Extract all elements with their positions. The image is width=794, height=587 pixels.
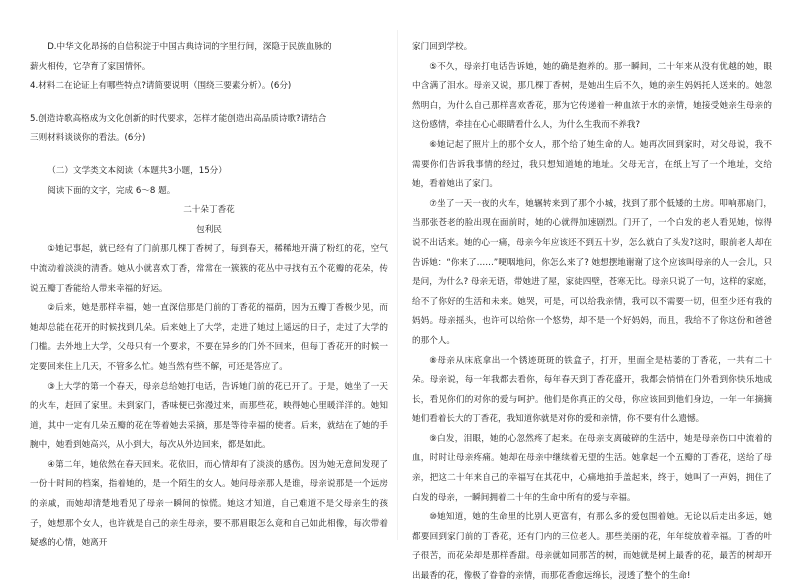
paragraph-4-continued: 家门回到学校。 xyxy=(412,42,473,52)
question-5-line2: 三则材料谈谈你的看法。(6分) xyxy=(30,133,146,144)
paragraph-1: ①她记事起，就已经有了门前那几棵丁香树了，每到春天，稀稀地开满了粉红的花，空气中流动着淡淡的清香。她从小就喜欢丁香，常常在一簇簇的花丛中寻找有五个花瓣的花朵，传说五瓣丁香能给人带来幸福的好运。 xyxy=(30,244,388,294)
paragraph-4: ④第二年，她依然在春天回来。花依旧，而心情却有了淡淡的感伤。因为她无意间发现了一份十时间的档案，指着她的，是一个陌生的女人。她问母亲那人是谁，母亲说那是一个远房的亲戚，而她却清楚地看见了母亲一瞬间的惊慌。她这才知道，自己难道不是父母亲生的孩子，她想那个女人，也许就是自己的亲生母亲，要不那眉眼怎么竟和自己如此相像，每次带着疑惑的心情，她离开 xyxy=(30,459,388,549)
question-5-line1: 5.创造诗歌高格成为文化创新的时代要求，怎样才能创造出高品质诗歌?请结合 xyxy=(30,113,327,124)
paragraph-3: ③上大学的第一个春天，母亲总给她打电话，告诉她门前的花已开了。于是，她坐了一天的火车，赶回了家里。未到家门，香味便已弥漫过来，而那些花，映得她心里暖洋洋的。她知道，其中一定有几朵五瓣的花在等着她去采摘，那是等待幸福的使者。后来，就结在了她的手腕中，她看到她高兴，从小到大，每次从外边回来，都是如此。 xyxy=(30,381,388,451)
paragraph-8: ⑧母亲从床底拿出一个锈迹斑斑的铁盒子，打开，里面全是枯萎的丁香花，一共有二十朵。母亲说，每一年我都去看你，每年春天到丁香花盛开，我都会悄悄在门外看到你快乐地成长，看见你们的对你的爱与呵护。他们是你真正的父母，你应该回到他们身边，一年一年摘摘她们看着长大的丁香花，我知道你就是对你的爱和亲情，你不要有什么遗憾。 xyxy=(412,355,772,425)
paragraph-2: ②后来，她是那样幸福，她一直深信那是门前的丁香花的福荫，因为五瓣丁香极少见，而她却总能在花开的时候找到几朵。后来她上了大学，走进了她过上遥远的日子，走过了大学的门槛。去外地上大学，父母只有一个要求，不要在异乡的门外不回来，但每丁香花开的时候一定要回来住上几天，不管多么忙。她当然有些不解，可还是答应了。 xyxy=(30,303,388,372)
story-title: 二十朵丁香花 xyxy=(183,205,235,216)
right-column xyxy=(412,38,772,587)
paragraph-6: ⑥她记起了照片上的那个女人，那个给了她生命的人。她再次回到家时，对父母说，我不需要你们告诉我事情的经过，我只想知道她的地址。父母无言，在纸上写了一个地址，交给她，看着她出了家门。 xyxy=(412,139,772,190)
section-header: （二）文学类文本阅读（本题共3小题，15分） xyxy=(47,165,227,176)
column-divider xyxy=(397,30,398,540)
option-d-line1: D.中华文化昂扬的自信积淀于中国古典诗词的字里行间，深隐于民族血脉的 xyxy=(47,42,332,52)
spacer xyxy=(30,97,388,110)
spacer xyxy=(30,149,388,162)
reading-instruction: 阅读下面的文字，完成 6～8 题。 xyxy=(47,185,176,196)
question-4: 4.材料二在论证上有哪些特点?请简要说明（围绕三要素分析）。(6分) xyxy=(30,81,292,92)
paragraph-10: ⑩她知道，她的生命里的比别人更富有，有那么多的爱包围着她。无论以后走出多远，她都要回到家门前的丁香花，还有门内的三位老人。那些美丽的花，年年绽放着幸福。丁香的叶子很苦，而花朵却是那样香甜。母亲就如同那苦的树，而她就是树上最香的花，最苦的树却开出最香的花，像极了眷眷的亲情，而那花香愈远绵长，浸透了整个的生命! xyxy=(412,512,772,582)
option-d-line2: 薪火相传，它孕育了家国情怀。 xyxy=(30,61,151,72)
left-column xyxy=(30,38,388,554)
paragraph-5: ⑤不久，母亲打电话告诉她，她的确是抱养的。那一瞬间，二十年来从没有优越的她，眼中含满了泪水。母亲又说，那几棵丁香树，是她出生后不久，她的亲生妈妈托人送来的。她忽然明白，为什么自己那样喜欢香花，那为它传递着一种血浓于水的亲情，她接受她亲生母亲的这份感情，牵挂在心心眼睛看什么人，为什么生我而不养我? xyxy=(412,61,772,131)
story-author: 包利民 xyxy=(196,224,222,235)
paragraph-9: ⑨白发，泪眼，她的心忽然疼了起来。在母亲支离破碎的生活中，她是母亲伤口中流着的血，时时让母亲疼痛。她却在母亲中继续着无望的生活。她拿起一个五瓣的丁香花，送给了母亲，把这二十年来自己的幸福写在其花中，心痛地拍手盖起来，终于，她叫了一声妈，拥住了白发的母亲，一瞬间拥着二十年的生命中所有的爱与幸福。 xyxy=(412,433,772,503)
paragraph-7: ⑦坐了一天一夜的火车，她辗转来到了那个小城，找到了那个低矮的土房。叩响那扇门，当那张苍老的脸出现在面前时，她的心就得加速剧烈。门开了，一个白发的老人看见她，惊得说不出话来。她的心一痛，母亲今年应该还不到五十岁，怎么就白了头发?这时，眼前老人却在告诉她：“你来了……”哽咽地问，你怎么来了? 她想摆地谢谢了这个应该叫母亲的人一会儿，只是问，为什么? 母亲无语，带她进了屋，家徒四壁，苍寒无比。母亲只说了一句，这样的家庭，给不了你好的生活和未来。她哭，可是，可以给我亲情，我可以不需要一切，但至少还有我的妈妈。母亲摇头，也许可以给你一个悠势，却不是一个好妈妈，而且，我给不了你这份和爸爸的那个人。 xyxy=(412,198,772,346)
